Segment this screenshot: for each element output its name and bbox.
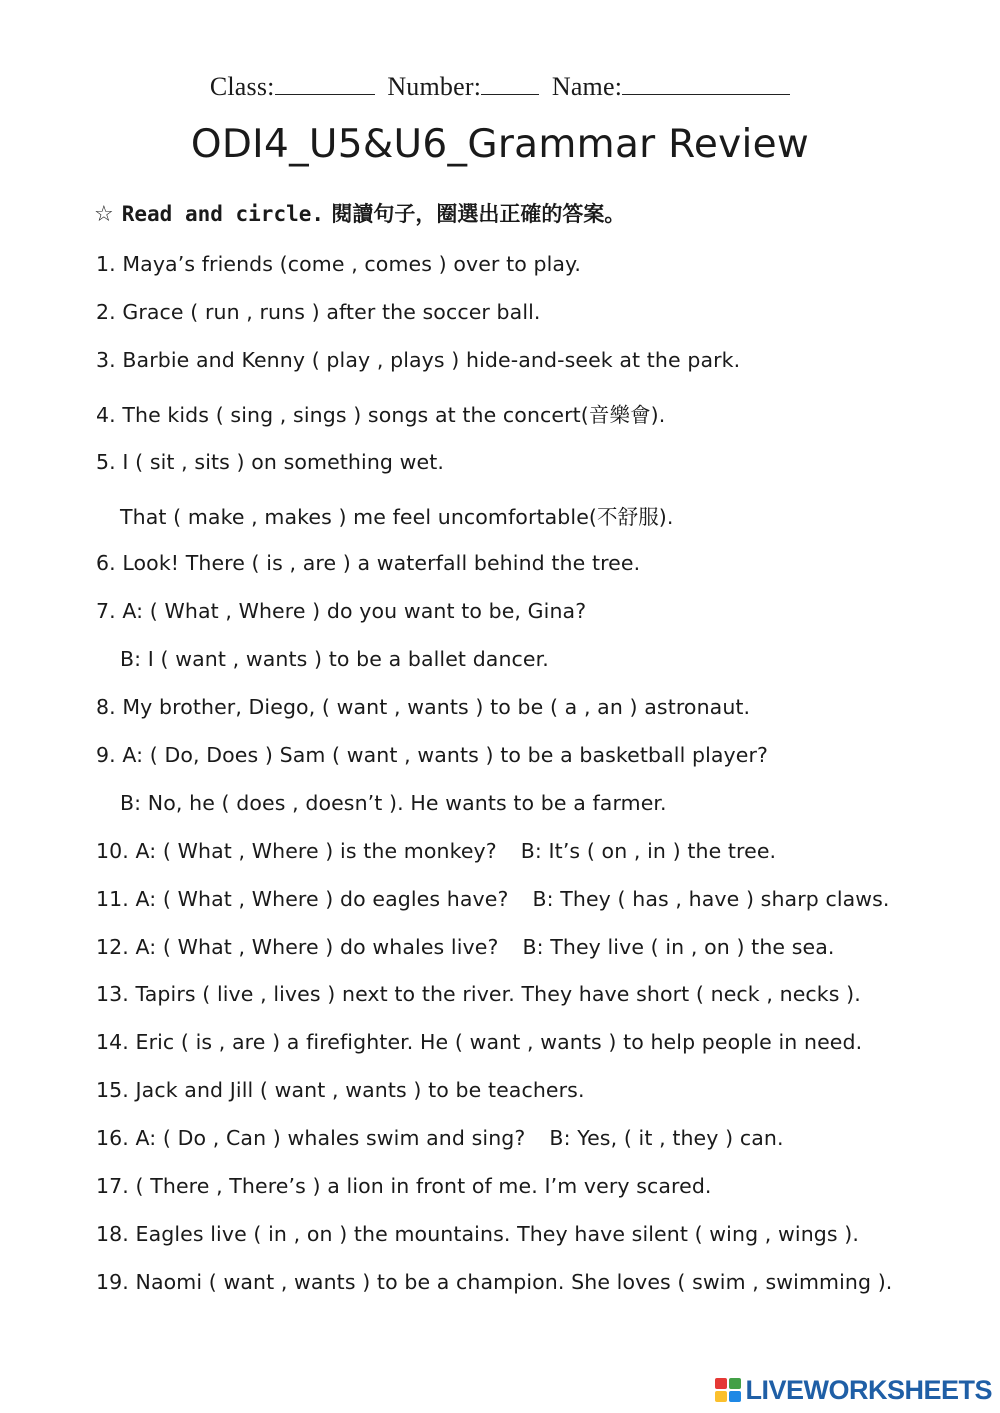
class-label: Class: bbox=[209, 72, 275, 101]
instruction-text-en: Read and circle. bbox=[121, 202, 325, 226]
question-4: 4. The kids ( sing , sings ) songs at the concert(音樂會). bbox=[96, 403, 666, 427]
question-10-part-a: 10. A: ( What , Where ) is the monkey? bbox=[96, 839, 497, 863]
logo-tile bbox=[729, 1391, 741, 1402]
question-1: 1. Maya’s friends (come , comes ) over to play. bbox=[96, 252, 581, 276]
question-10-part-b: B: It’s ( on , in ) the tree. bbox=[520, 839, 777, 863]
question-5-line-2: That ( make , makes ) me feel uncomfortable(不舒服). bbox=[120, 505, 674, 529]
question-13: 13. Tapirs ( live , lives ) next to the river. They have short ( neck , necks ). bbox=[96, 982, 861, 1006]
question-11-part-b: B: They ( has , have ) sharp claws. bbox=[532, 887, 890, 911]
instruction bbox=[94, 198, 625, 228]
question-7-line-2: B: I ( want , wants ) to be a ballet dancer. bbox=[120, 647, 549, 671]
class-blank[interactable] bbox=[275, 72, 375, 95]
question-14: 14. Eric ( is , are ) a firefighter. He ( want , wants ) to help people in need. bbox=[96, 1030, 863, 1054]
question-9-line-2: B: No, he ( does , doesn’t ). He wants to be a farmer. bbox=[120, 791, 667, 815]
question-11-part-a: 11. A: ( What , Where ) do eagles have? bbox=[96, 887, 509, 911]
number-label: Number: bbox=[387, 72, 482, 101]
logo-tile bbox=[715, 1391, 727, 1402]
question-16-part-b: B: Yes, ( it , they ) can. bbox=[549, 1126, 784, 1150]
question-7: 7. A: ( What , Where ) do you want to be, Gina? bbox=[96, 599, 587, 623]
question-16 bbox=[96, 1126, 784, 1150]
question-3: 3. Barbie and Kenny ( play , plays ) hide-and-seek at the park. bbox=[96, 348, 741, 372]
question-16-part-a: 16. A: ( Do , Can ) whales swim and sing? bbox=[96, 1126, 526, 1150]
worksheet-title: ODI4_U5&U6_Grammar Review bbox=[190, 122, 810, 167]
name-label: Name: bbox=[551, 72, 623, 101]
star-icon: ☆ bbox=[94, 202, 114, 227]
name-blank[interactable] bbox=[622, 72, 790, 95]
logo-tile bbox=[715, 1378, 727, 1389]
question-18: 18. Eagles live ( in , on ) the mountains. They have silent ( wing , wings ). bbox=[96, 1222, 860, 1246]
question-12-part-b: B: They live ( in , on ) the sea. bbox=[522, 935, 835, 959]
question-8: 8. My brother, Diego, ( want , wants ) to be ( a , an ) astronaut. bbox=[96, 695, 751, 719]
question-11 bbox=[96, 887, 890, 911]
liveworksheets-watermark bbox=[715, 1375, 992, 1405]
question-12 bbox=[96, 935, 835, 959]
watermark-text: LIVEWORKSHEETS bbox=[745, 1374, 992, 1405]
question-5: 5. I ( sit , sits ) on something wet. bbox=[96, 450, 444, 474]
question-2: 2. Grace ( run , runs ) after the soccer ball. bbox=[96, 300, 541, 324]
question-17: 17. ( There , There’s ) a lion in front of me. I’m very scared. bbox=[96, 1174, 712, 1198]
question-15: 15. Jack and Jill ( want , wants ) to be teachers. bbox=[96, 1078, 585, 1102]
student-info-header bbox=[0, 72, 1000, 102]
number-blank[interactable] bbox=[481, 72, 539, 95]
instruction-text-zh: 閱讀句子，圈選出正確的答案。 bbox=[324, 202, 626, 226]
question-12-part-a: 12. A: ( What , Where ) do whales live? bbox=[96, 935, 499, 959]
question-9: 9. A: ( Do, Does ) Sam ( want , wants ) to be a basketball player? bbox=[96, 743, 769, 767]
question-19: 19. Naomi ( want , wants ) to be a champion. She loves ( swim , swimming ). bbox=[96, 1270, 893, 1294]
liveworksheets-logo-icon bbox=[715, 1378, 741, 1402]
logo-tile bbox=[729, 1378, 741, 1389]
question-10 bbox=[96, 839, 776, 863]
question-6: 6. Look! There ( is , are ) a waterfall behind the tree. bbox=[96, 551, 641, 575]
